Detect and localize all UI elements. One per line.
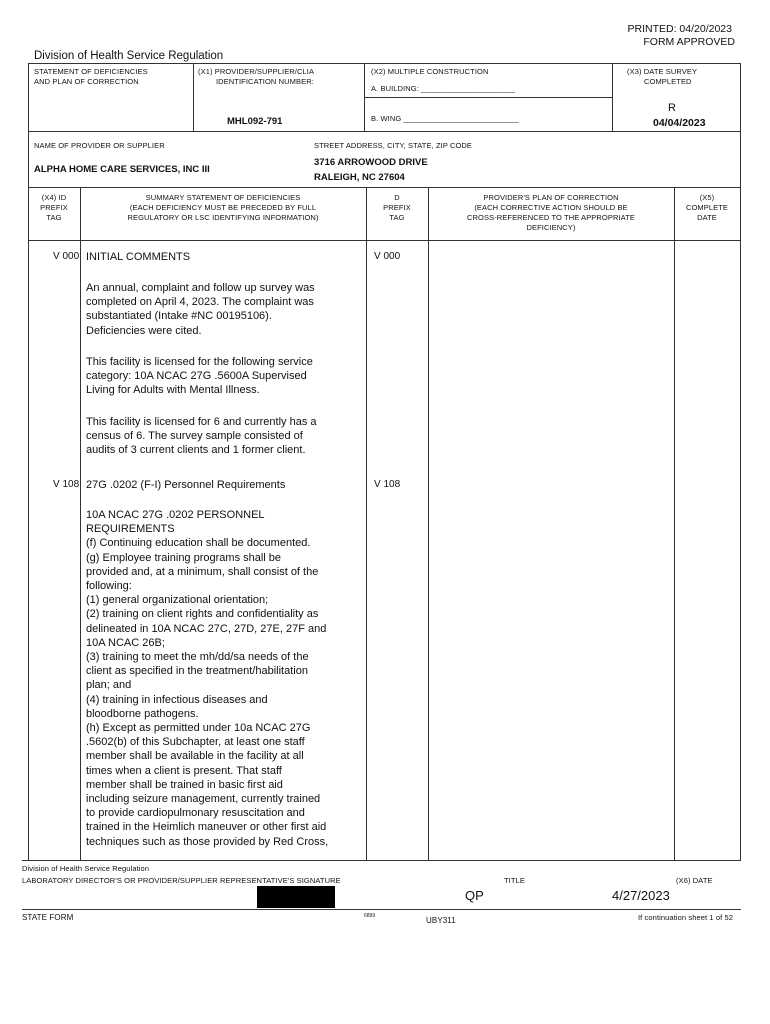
- tag-v108-d: V 108: [374, 479, 401, 490]
- entry-title-personnel: 27G .0202 (F-I) Personnel Requirements: [86, 479, 286, 491]
- agency-name: Division of Health Service Regulation: [34, 50, 224, 62]
- continuation-sheet: If continuation sheet 1 of 52: [638, 913, 734, 922]
- summary-line-2: (EACH DEFICIENCY MUST BE PRECEDED BY FULL: [129, 203, 317, 212]
- wing-label: B. WING ___________________________: [371, 114, 519, 123]
- building-label: A. BUILDING: ______________________: [371, 84, 516, 93]
- printed-date: PRINTED: 04/20/2023: [627, 23, 732, 35]
- summary-line-1: SUMMARY STATEMENT OF DEFICIENCIES: [145, 193, 301, 202]
- x1-label-1: (X1) PROVIDER/SUPPLIER/CLIA: [198, 67, 315, 76]
- x5-col-header: [674, 193, 740, 223]
- form-status: FORM APPROVED: [643, 36, 735, 48]
- provider-name-label: NAME OF PROVIDER OR SUPPLIER: [34, 141, 165, 150]
- d-line-2: PREFIX: [383, 203, 411, 212]
- statement-label-2: AND PLAN OF CORRECTION: [34, 77, 139, 86]
- title-value: QP: [465, 888, 484, 903]
- x1-label-2: IDENTIFICATION NUMBER:: [216, 77, 314, 86]
- paragraph-personnel-requirements: 10A NCAC 27G .0202 PERSONNEL REQUIREMENTS (f) Continuing education shall be documented. (g) Employee training programs shall be provided and, at a minimum, shall consist of the following: (1) general organizational orientation; (2) training on client rights and confidentiality as delineated in 10A NCAC 27C, 27D, 27E, 27F and 10A NCAC 26B; (3) training to meet the mh/dd/sa needs of the client as specified in the treatment/habilitation plan; and (4) training in infectious diseases and bloodborne pathogens. (h) Except as permitted under 10a NCAC 27G .5602(b) of this Subchapter, at least one staff member shall be available in the facility at all times when a client is present. That staff member shall be trained in basic first aid including seizure management, currently trained to provide cardiopulmonary resuscitation and trained in the Heimlich maneuver or other first aid techniques such as those provided by Red Cross,: [86, 509, 329, 848]
- x6-date-label: (X6) DATE: [676, 876, 713, 885]
- paragraph-census: This facility is licensed for 6 and currently has a census of 6. The survey sample consisted of audits of 3 current clients and 1 former client.: [86, 416, 317, 457]
- tag-v000-d: V 000: [374, 251, 401, 262]
- plan-line-3: CROSS-REFERENCED TO THE APPROPRIATE: [467, 213, 635, 222]
- redacted-signature: [257, 886, 335, 908]
- summary-col-header: [80, 193, 366, 223]
- x2-label: (X2) MULTIPLE CONSTRUCTION: [371, 67, 489, 76]
- city-state-zip: RALEIGH, NC 27604: [314, 172, 405, 183]
- summary-line-3: REGULATORY OR LSC IDENTIFYING INFORMATION): [127, 213, 319, 222]
- x3-label-1: (X3) DATE SURVEY: [627, 67, 698, 76]
- d-line-1: D: [394, 193, 400, 202]
- entry-title-initial-comments: INITIAL COMMENTS: [86, 251, 191, 263]
- x4-line-3: TAG: [46, 213, 62, 222]
- x4-line-2: PREFIX: [40, 203, 68, 212]
- wing-divider: [364, 97, 612, 98]
- form-code-small: 6899: [364, 913, 376, 919]
- plan-col-header: [428, 193, 674, 233]
- form-code: UBY311: [426, 916, 456, 925]
- x5-line-3: DATE: [697, 213, 717, 222]
- footer-top-line: [22, 860, 741, 861]
- x6-date-value: 4/27/2023: [612, 888, 670, 903]
- d-line-3: TAG: [389, 213, 405, 222]
- tag-v000: V 000: [53, 251, 80, 262]
- paragraph-license-category: This facility is licensed for the following service category: 10A NCAC 27G .5600A Supervised Living for Adults with Mental Illness.: [86, 356, 313, 397]
- plan-line-1: PROVIDER'S PLAN OF CORRECTION: [483, 193, 619, 202]
- footer-agency: Division of Health Service Regulation: [22, 864, 150, 873]
- x4-col-header: [28, 193, 80, 223]
- signature-label: LABORATORY DIRECTOR'S OR PROVIDER/SUPPLIER REPRESENTATIVE'S SIGNATURE: [22, 876, 341, 885]
- title-label: TITLE: [504, 876, 525, 885]
- x5-line-1: (X5): [699, 193, 715, 202]
- x3-code: R: [668, 102, 676, 114]
- x1-value: MHL092-791: [227, 116, 283, 127]
- x3-date: 04/04/2023: [653, 117, 706, 129]
- d-col-header: [366, 193, 428, 223]
- paragraph-survey: An annual, complaint and follow up survey was completed on April 4, 2023. The complaint was substantiated (Intake #NC 00195106). Deficiencies were cited.: [86, 282, 315, 337]
- statement-label-1: STATEMENT OF DEFICIENCIES: [34, 67, 148, 76]
- plan-line-4: DEFICIENCY): [526, 223, 576, 232]
- tag-v108: V 108: [53, 479, 80, 490]
- footer-bottom-line: [22, 909, 741, 910]
- x4-line-1: (X4) ID: [41, 193, 67, 202]
- street-address: 3716 ARROWOOD DRIVE: [314, 157, 428, 168]
- state-form-label: STATE FORM: [22, 913, 74, 922]
- x3-label-2: COMPLETED: [644, 77, 692, 86]
- address-label: STREET ADDRESS, CITY, STATE, ZIP CODE: [314, 141, 473, 150]
- x5-line-2: COMPLETE: [685, 203, 729, 212]
- provider-name: ALPHA HOME CARE SERVICES, INC III: [34, 164, 210, 175]
- plan-line-2: (EACH CORRECTIVE ACTION SHOULD BE: [474, 203, 628, 212]
